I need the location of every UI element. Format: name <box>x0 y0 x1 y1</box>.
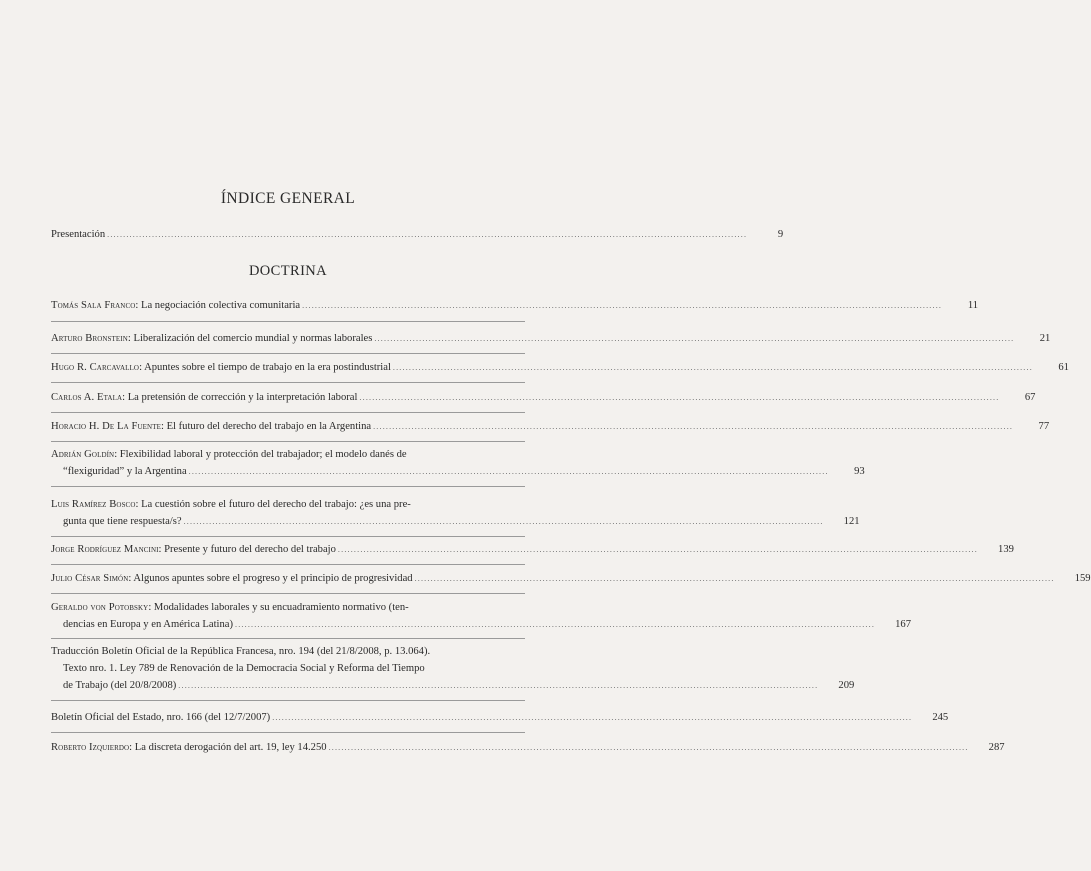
page-number: 139 <box>998 544 1014 555</box>
divider <box>51 536 525 537</box>
page-number: 245 <box>932 712 949 723</box>
page-number: 77 <box>1038 421 1050 432</box>
dot-leader <box>415 570 1055 587</box>
divider <box>51 382 525 383</box>
entry-author: Arturo Bronstein <box>51 333 128 344</box>
entry-title: El futuro del derecho del trabajo en la Argentina <box>166 421 372 432</box>
divider <box>51 353 525 354</box>
toc-entry[interactable]: Hugo R. Carcavallo: Apuntes sobre el tiempo de trabajo en la era postindustrial ..... 61 <box>51 359 525 376</box>
entry-title: Liberalización del comercio mundial y normas laborales <box>133 333 373 344</box>
dot-leader <box>302 297 942 314</box>
page-number: 121 <box>843 516 860 527</box>
page-number: 61 <box>1058 362 1069 373</box>
entry-title-line1: Traducción Boletín Oficial de la República Francesa, nro. 194 (del 21/8/2008, p. 13.064). <box>51 646 431 657</box>
dot-leader <box>374 330 1014 347</box>
toc-entry[interactable]: Arturo Bronstein: Liberalización del comercio mundial y normas laborales ..... 21 <box>51 330 525 347</box>
entry-title-line1: Modalidades laborales y su encuadramiento normativo (ten- <box>153 602 409 613</box>
entry-title: Presente y futuro del derecho del trabajo <box>164 544 336 555</box>
divider <box>51 732 525 733</box>
dot-leader <box>373 418 1013 435</box>
page-number: 159 <box>1074 573 1091 584</box>
dot-leader <box>393 359 1033 376</box>
entry-author: Tomás Sala Franco <box>51 300 136 311</box>
toc-entry-presentacion[interactable] <box>51 226 784 243</box>
page-number: 67 <box>1024 392 1036 403</box>
toc-entry[interactable]: Julio César Simón: Algunos apuntes sobre el progreso y el principio de progresividad ..... 159 <box>51 570 525 587</box>
section-heading: DOCTRINA <box>248 263 328 279</box>
entry-title-line2: Texto nro. 1. Ley 789 de Renovación de la Democracia Social y Reforma del Tiempo <box>63 663 425 674</box>
divider <box>51 321 525 322</box>
entry-title-line2: gunta que tiene respuesta/s? <box>63 516 182 527</box>
dot-leader <box>178 677 818 694</box>
page-title: ÍNDICE GENERAL <box>220 190 356 207</box>
entry-title: La pretensión de corrección y la interpretación laboral <box>127 392 358 403</box>
dot-leader <box>329 739 969 756</box>
page-number: 209 <box>838 680 855 691</box>
entry-title-line1: Flexibilidad laboral y protección del trabajador; el modelo danés de <box>119 449 407 460</box>
toc-entry[interactable]: Roberto Izquierdo: La discreta derogación del art. 19, ley 14.250 ..... 287 <box>51 739 525 756</box>
entry-title: La discreta derogación del art. 19, ley 14.250 <box>134 742 327 753</box>
entry-author: Roberto Izquierdo <box>51 742 130 753</box>
entry-author: Hugo R. Carcavallo <box>51 362 140 373</box>
page-number: 167 <box>895 619 912 630</box>
divider <box>51 441 525 442</box>
entry-title-line1: La cuestión sobre el futuro del derecho del trabajo: ¿es una pre- <box>141 499 411 510</box>
dot-leader <box>107 226 747 243</box>
page-number: 9 <box>777 229 784 240</box>
toc-entry[interactable]: Jorge Rodríguez Mancini: Presente y futuro del derecho del trabajo ..... 139 <box>51 541 525 558</box>
toc-entry[interactable]: Adrián Goldín: Flexibilidad laboral y protección del trabajador; el modelo danés de “flexiguridad” y la Argentina ..... 93 <box>51 446 525 480</box>
entry-title: Algunos apuntes sobre el progreso y el principio de progresividad <box>133 573 413 584</box>
entry-title-line2: “flexiguridad” y la Argentina <box>63 466 187 477</box>
toc-entry[interactable] <box>51 709 949 726</box>
toc-entry[interactable]: Horacio H. De La Fuente: El futuro del derecho del trabajo en la Argentina ..... 77 <box>51 418 525 435</box>
dot-leader <box>235 616 875 633</box>
divider <box>51 593 525 594</box>
divider <box>51 412 525 413</box>
entry-title: Apuntes sobre el tiempo de trabajo en la era postindustrial <box>144 362 391 373</box>
entry-title-line3: de Trabajo (del 20/8/2008) <box>63 680 177 691</box>
entry-author: Adrián Goldín <box>51 449 115 460</box>
toc-entry[interactable]: Tomás Sala Franco: La negociación colectiva comunitaria ..... 11 <box>51 297 525 314</box>
dot-leader <box>189 463 829 480</box>
dot-leader <box>184 513 824 530</box>
toc-entry[interactable]: Carlos A. Etala: La pretensión de corrección y la interpretación laboral ..... 67 <box>51 389 525 406</box>
toc-entry[interactable]: Geraldo von Potobsky: Modalidades laborales y su encuadramiento normativo (ten- dencias en Europa y en América Latina) ..... 167 <box>51 599 525 633</box>
divider <box>51 486 525 487</box>
entry-title: La negociación colectiva comunitaria <box>140 300 301 311</box>
entry-title: Boletín Oficial del Estado, nro. 166 (del 12/7/2007) <box>51 712 271 723</box>
divider <box>51 700 525 701</box>
entry-title: Presentación <box>51 229 106 240</box>
page-number: 11 <box>967 300 979 311</box>
page-number: 21 <box>1039 333 1051 344</box>
entry-author: Luis Ramírez Bosco <box>51 499 136 510</box>
dot-leader <box>359 389 999 406</box>
divider <box>51 638 525 639</box>
dot-leader <box>272 709 912 726</box>
entry-author: Carlos A. Etala <box>51 392 123 403</box>
dot-leader <box>338 541 978 558</box>
entry-title-line2: dencias en Europa y en América Latina) <box>63 619 234 630</box>
divider <box>51 564 525 565</box>
entry-author: Jorge Rodríguez Mancini <box>51 544 159 555</box>
page-number: 287 <box>988 742 1005 753</box>
toc-entry[interactable]: Luis Ramírez Bosco: La cuestión sobre el futuro del derecho del trabajo: ¿es una pre- gunta que tiene respuesta/s? ..... 121 <box>51 496 525 530</box>
toc-entry[interactable] <box>51 643 855 694</box>
page-number: 93 <box>854 466 865 477</box>
entry-author: Horacio H. De La Fuente <box>51 421 161 432</box>
entry-author: Geraldo von Potobsky <box>51 602 149 613</box>
entry-author: Julio César Simón <box>51 573 129 584</box>
